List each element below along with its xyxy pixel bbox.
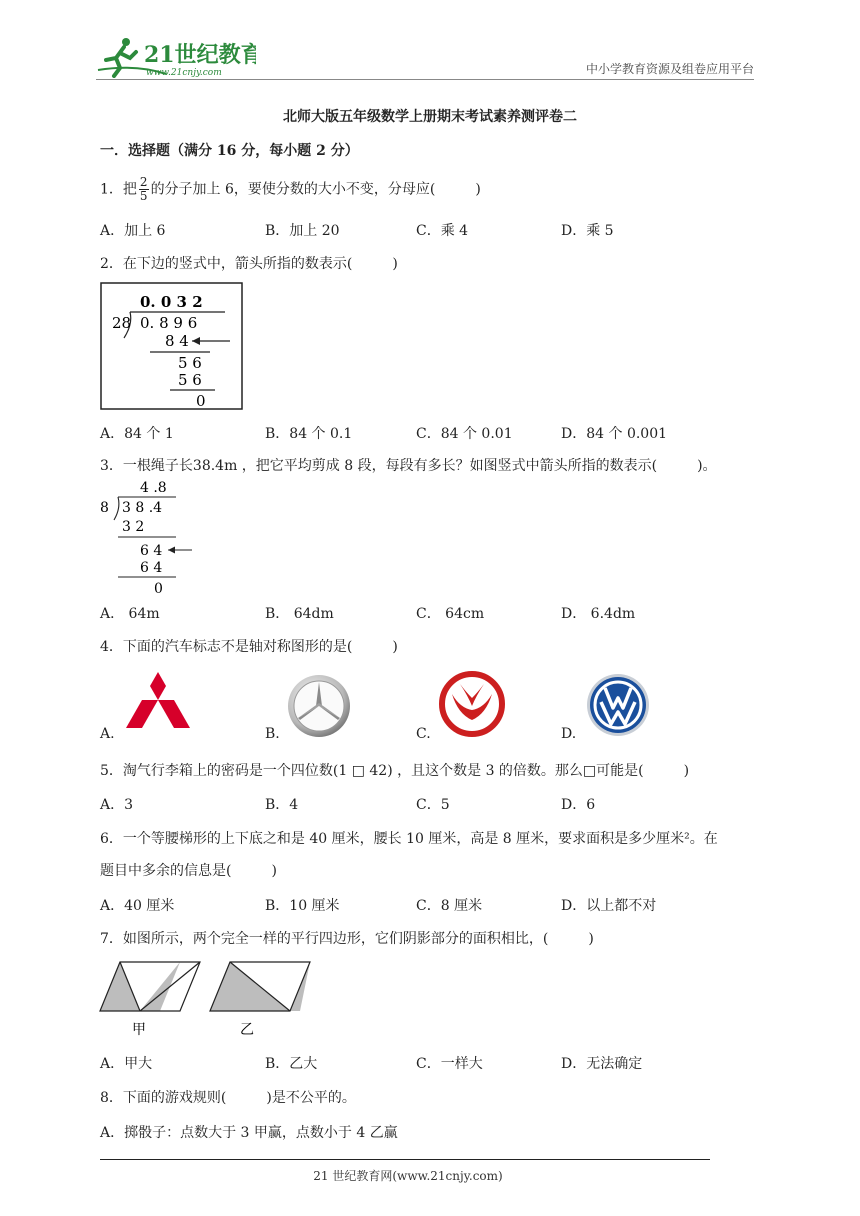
q5-text: 5．淘气行李箱上的密码是一个四位数(1 □ 42) ，且这个数是 3 的倍数。那么□可能是( (100, 763, 644, 779)
q2-option-b[interactable]: B．84 个 0.1 (265, 426, 353, 442)
q1-option-c[interactable]: C．乘 4 (416, 223, 469, 239)
q4-close: ) (392, 639, 398, 655)
q6-text: 题目中多余的信息是( (100, 863, 232, 879)
q3-quotient: 4 .8 (140, 480, 167, 496)
question-3 (100, 455, 717, 475)
q8-text: 8．下面的游戏规则( (100, 1090, 227, 1106)
label-jia: 甲 (132, 1022, 146, 1038)
header-platform-text: 中小学教育资源及组卷应用平台 (585, 62, 754, 76)
q3-step-32: 3 2 (122, 519, 145, 535)
fraction-numerator: 2 (139, 175, 148, 189)
q7-option-d[interactable]: D．无法确定 (561, 1056, 643, 1072)
q3-text: 3．一根绳子长38.4m ，把它平均剪成 8 段，每段有多长？如图竖式中箭头所指的数表示( (100, 458, 658, 474)
q5-option-b[interactable]: B．4 (265, 797, 299, 813)
q1-option-b[interactable]: B．加上 20 (265, 223, 340, 239)
q8-close: )是不公平的。 (266, 1090, 356, 1106)
question-8 (100, 1087, 356, 1107)
q5-option-c[interactable]: C．5 (416, 797, 450, 813)
q3-option-b[interactable]: B． 64dm (265, 606, 334, 622)
question-7 (100, 928, 594, 948)
footer-divider (100, 1159, 710, 1160)
question-5 (100, 760, 689, 780)
q7-close: ) (588, 931, 594, 947)
q2-step-56b: 5 6 (178, 371, 202, 389)
q3-remainder: 0 (154, 581, 163, 596)
q5-option-a[interactable]: A．3 (100, 797, 134, 813)
arrow-icon (192, 337, 230, 345)
mercedes-logo[interactable] (285, 672, 353, 744)
q3-option-d[interactable]: D． 6.4dm (561, 606, 636, 622)
arrow-icon (168, 547, 192, 554)
question-2 (100, 253, 398, 273)
question-6-line-1: 6．一个等腰梯形的上下底之和是 40 厘米，腰长 10 厘米，高是 8 厘米，要求面积是多少厘米²。在 (100, 831, 718, 847)
q2-remainder: 0 (196, 392, 206, 410)
fraction-denominator: 5 (139, 189, 148, 203)
q2-step-84: 8 4 (165, 332, 189, 350)
volkswagen-logo[interactable] (585, 672, 651, 742)
q1-option-d[interactable]: D．乘 5 (561, 223, 614, 239)
label-yi: 乙 (240, 1022, 254, 1038)
q3-step-64a: 6 4 (140, 543, 163, 559)
q2-divisor: 28 (112, 314, 132, 332)
q4-option-b[interactable]: B. (265, 726, 280, 742)
q2-option-d[interactable]: D．84 个 0.001 (561, 426, 668, 442)
q6-close: ) (271, 863, 277, 879)
q2-dividend: 0. 8 9 6 (140, 314, 198, 332)
q3-step-64b: 6 4 (140, 560, 163, 576)
q8-option-a[interactable]: A．掷骰子：点数大于 3 甲赢，点数小于 4 乙赢 (100, 1125, 398, 1141)
exam-title: 北师大版五年级数学上册期末考试素养测评卷二 (283, 109, 577, 125)
parallelogram-yi (210, 962, 310, 1011)
q4-text: 4．下面的汽车标志不是轴对称图形的是( (100, 639, 353, 655)
q7-option-a[interactable]: A．甲大 (100, 1056, 153, 1072)
q6-option-d[interactable]: D．以上都不对 (561, 898, 657, 914)
q2-step-56a: 5 6 (178, 354, 202, 372)
q2-quotient: 0. 0 3 2 (140, 293, 203, 311)
q4-option-a[interactable]: A. (100, 726, 115, 742)
q3-dividend: 3 8 .4 (122, 500, 163, 516)
q4-option-d[interactable]: D. (561, 726, 577, 742)
q2-division-figure (100, 282, 244, 416)
question-1 (100, 176, 481, 203)
q2-option-a[interactable]: A．84 个 1 (100, 426, 174, 442)
parallelogram-jia (100, 962, 200, 1011)
q4-option-c[interactable]: C. (416, 726, 431, 742)
logo-text: 21世纪教育 (144, 42, 256, 68)
q1-text: 的分子加上 6，要使分数的大小不变，分母应( (150, 181, 436, 198)
q3-option-a[interactable]: A． 64m (100, 606, 160, 622)
logo-url: www.21cnjy.com (146, 68, 222, 78)
site-logo (96, 34, 256, 78)
footer-text: 21 世纪教育网(www.21cnjy.com) (313, 1169, 503, 1183)
q1-prefix: 1．把 (100, 181, 137, 198)
parallelogram-figure (98, 960, 318, 1044)
q6-option-a[interactable]: A．40 厘米 (100, 898, 175, 914)
q3-option-c[interactable]: C． 64cm (416, 606, 485, 622)
section-heading: 一．选择题（满分 16 分，每小题 2 分） (100, 143, 359, 159)
header-divider (96, 79, 754, 80)
q3-divisor: 8 (100, 500, 109, 516)
q5-option-d[interactable]: D．6 (561, 797, 596, 813)
q3-division-figure (98, 478, 198, 600)
q6-option-b[interactable]: B．10 厘米 (265, 898, 340, 914)
q7-option-b[interactable]: B．乙大 (265, 1056, 318, 1072)
q2-option-c[interactable]: C．84 个 0.01 (416, 426, 513, 442)
question-6-line-2 (100, 860, 277, 880)
q1-option-a[interactable]: A．加上 6 (100, 223, 166, 239)
q2-text: 2．在下边的竖式中，箭头所指的数表示( (100, 256, 353, 272)
question-4 (100, 636, 398, 656)
q3-close: )。 (697, 458, 717, 474)
q1-close: ) (475, 181, 481, 198)
q5-close: ) (683, 763, 690, 779)
dongfeng-logo[interactable] (438, 670, 506, 742)
q6-option-c[interactable]: C．8 厘米 (416, 898, 483, 914)
q2-close: ) (392, 256, 398, 272)
q7-option-c[interactable]: C．一样大 (416, 1056, 483, 1072)
q7-text: 7．如图所示，两个完全一样的平行四边形，它们阴影部分的面积相比，( (100, 931, 549, 947)
mitsubishi-logo[interactable] (120, 670, 196, 742)
fraction (139, 176, 149, 203)
